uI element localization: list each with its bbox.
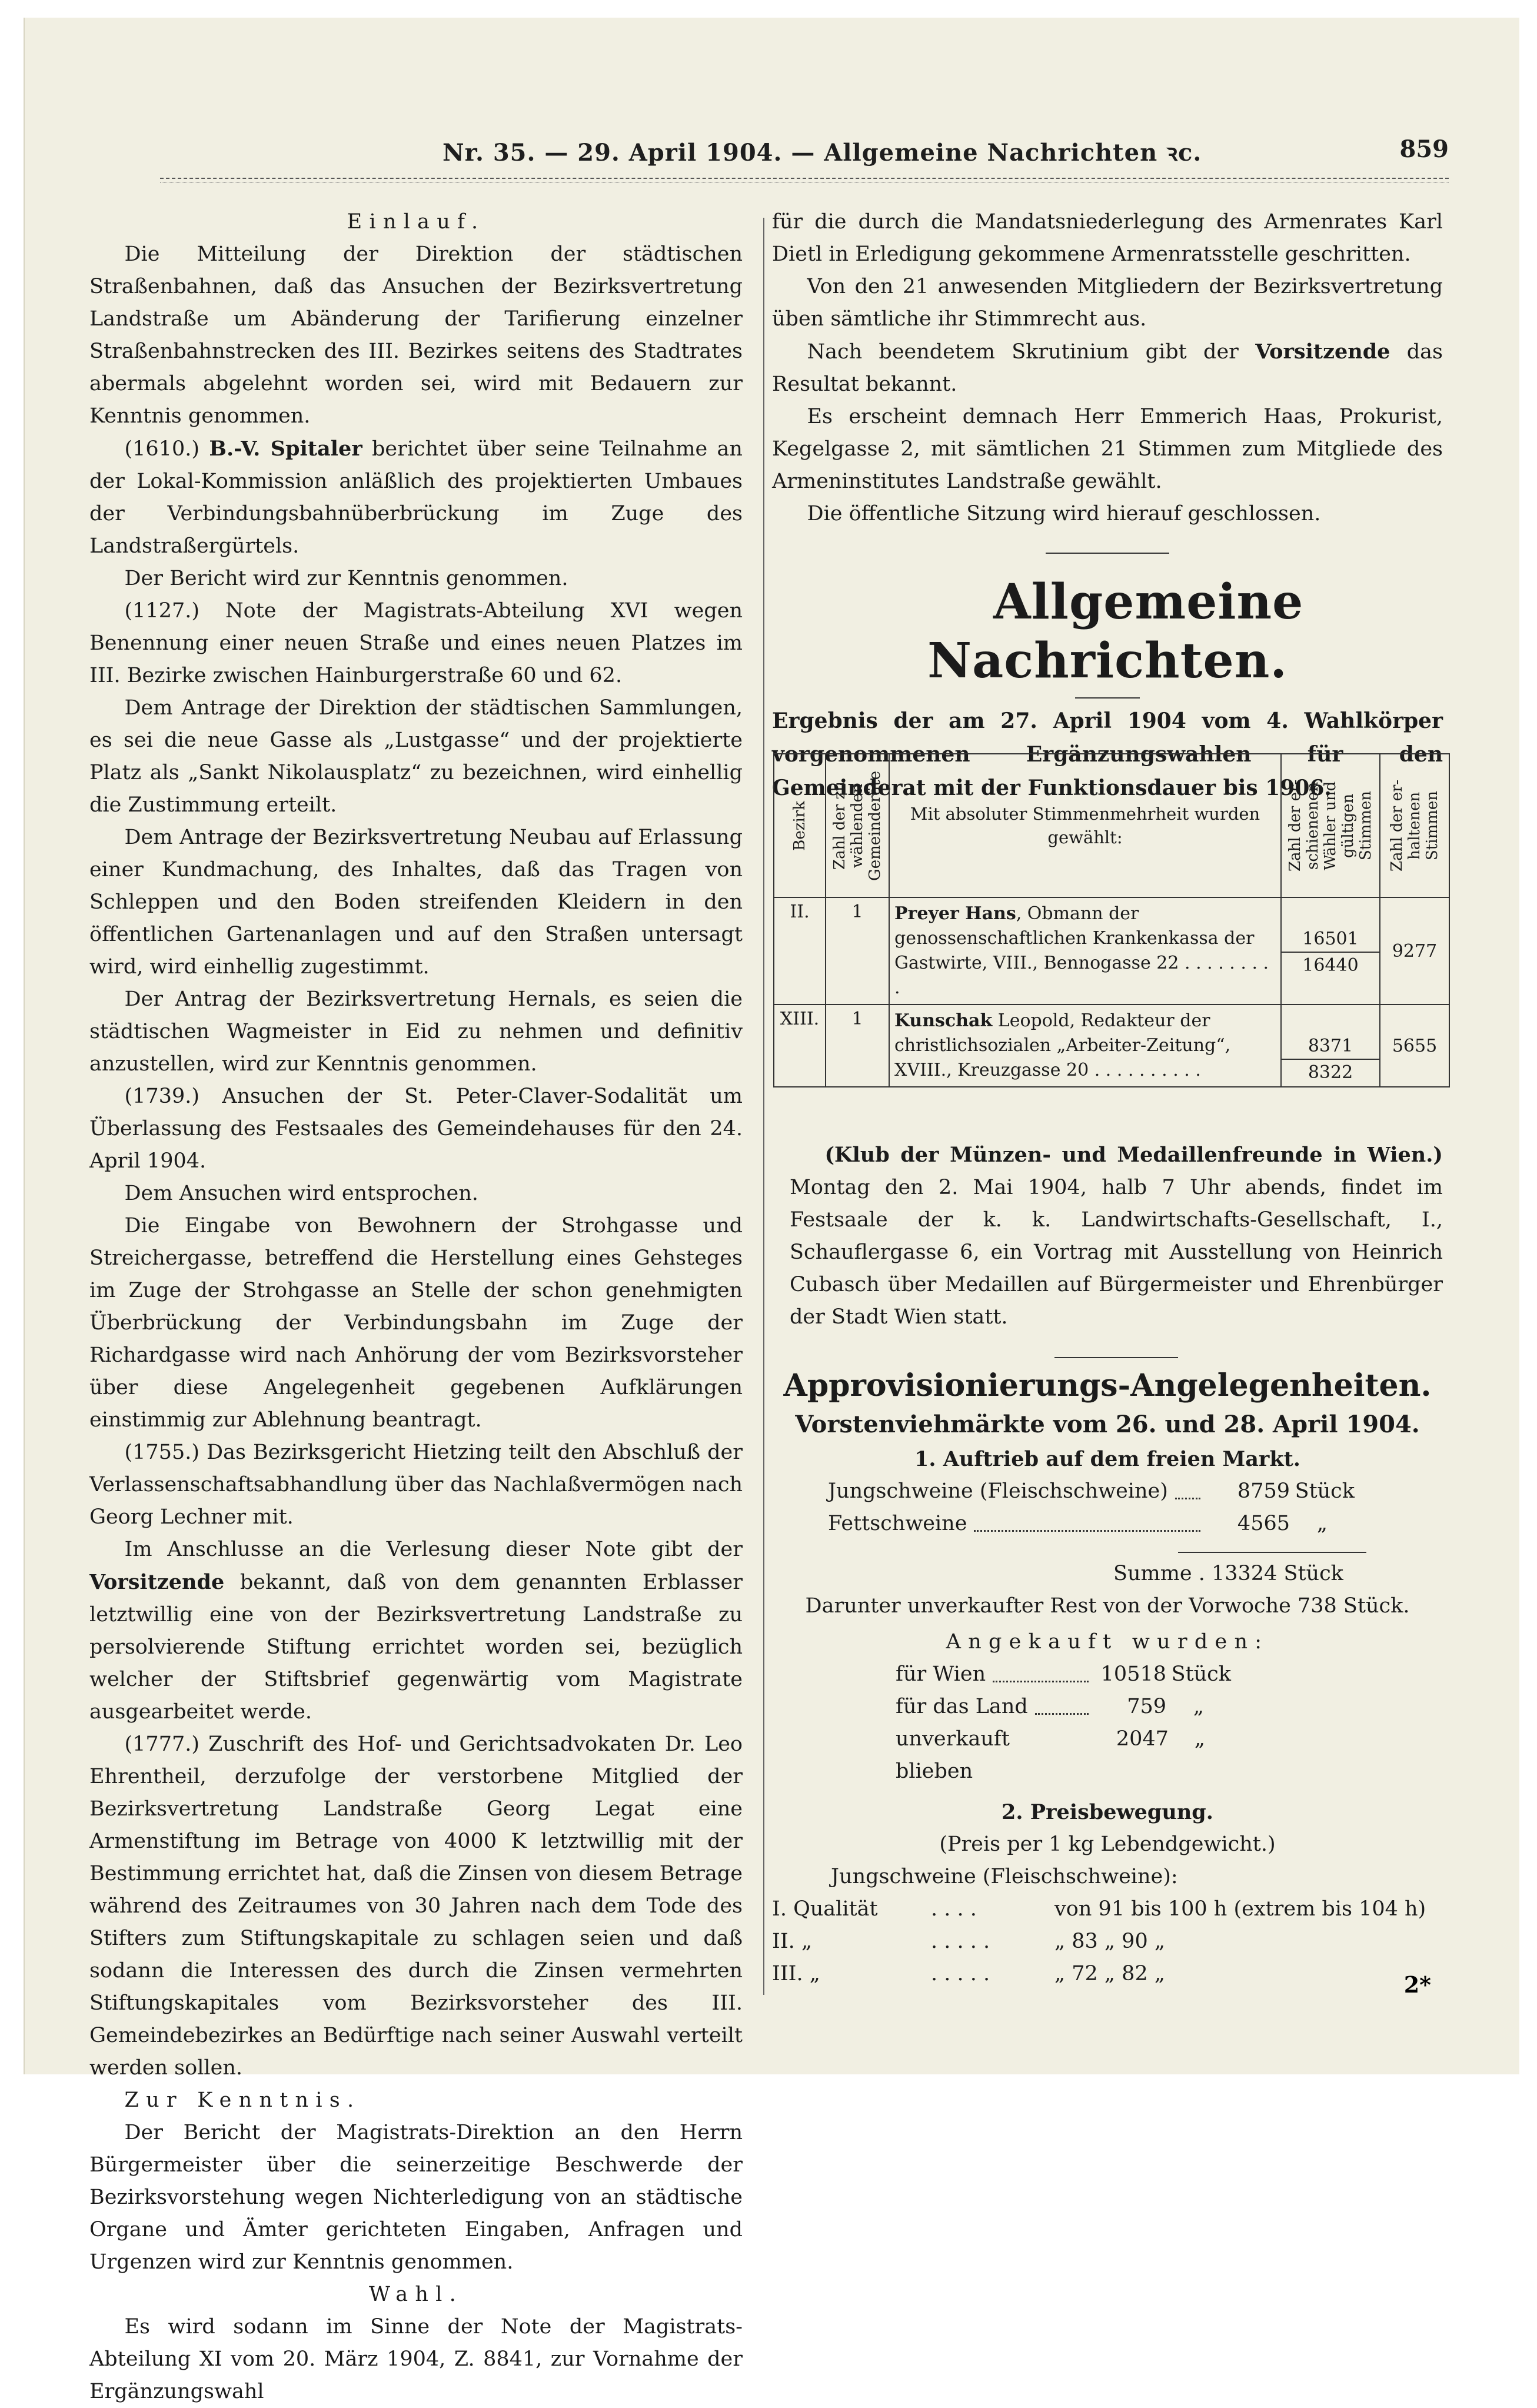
quality-row: II. „ . . . . . „ 83 „ 90 „ bbox=[772, 1930, 1165, 1953]
table-row bbox=[774, 897, 1449, 1005]
approv-title: Approvisionierungs-Angelegenheiten. bbox=[783, 1368, 1432, 1403]
heading-einlauf: Einlauf. bbox=[347, 210, 485, 234]
paragraph: Dem Ansuchen wird entsprochen. bbox=[124, 1182, 478, 1205]
approvisionierung-section bbox=[772, 1365, 1443, 1990]
paragraph: Die Eingabe von Bewohnern der Strohgasse und Streichergasse, betreffend die Herstellung eines Gehsteges im Zuge der Strohgasse an Stelle der schon genehmigten Überbrückung der Verbindungsbahn im Zuge der Richardgasse wird nach Anhörung der vom Bezirksvorsteher über diese Angelegenheit gegebenen Aufklärungen einstimmig zur Ablehnung beantragt. bbox=[89, 1214, 743, 1432]
paragraph: Es wird sodann im Sinne der Note der Magistrats-Abteilung XI vom 20. März 1904, Z. 8841, zur Vornahme der Ergänzungswahl bbox=[89, 2315, 743, 2403]
paragraph: für die durch die Mandatsniederlegung des Armenrates Karl Dietl in Erledigung gekommene Armenratsstelle geschritten. bbox=[772, 210, 1443, 266]
column-header: Bezirk bbox=[791, 800, 809, 851]
candidate-name: Kunschak bbox=[894, 1010, 993, 1031]
vorsitzende-label: Vorsitzende bbox=[89, 1570, 225, 1594]
section-title: Allgemeine Nachrichten. bbox=[927, 574, 1304, 689]
cell-stimmen: 5655 bbox=[1380, 1005, 1449, 1087]
klub-notice bbox=[790, 1139, 1443, 1358]
page-number: 859 bbox=[1399, 135, 1449, 163]
cell-gewaehlt: Preyer Hans, Obmann der genossenschaftlichen Krankenkassa der Gastwirte, VIII., Bennogasse 22 . . . . . . . . . bbox=[889, 897, 1281, 1005]
cell-bezirk: II. bbox=[774, 897, 826, 1005]
table-header-row bbox=[774, 754, 1449, 897]
cell-zahl: 1 bbox=[826, 897, 889, 1005]
candidate-name: Preyer Hans bbox=[894, 903, 1016, 924]
paragraph: (1777.) Zuschrift des Hof- und Gerichtsadvokaten Dr. Leo Ehrentheil, derzufolge der verstorbene Mitglied der Bezirksvertretung Landstraße Georg Legat eine Armenstiftung im Betrage von 4000 K letztwillig mit der Bestimmung errichtet hat, daß die Zinsen von diesem Betrage während des Zeitraumes von 30 Jahren nach dem Tode des Stifters zum Stiftungskapitale zu schlagen seien und daß sodann die Interessen des durch die Zinsen vermehrten Stiftungskapitales vom Bezirksvorsteher des III. Gemeindebezirkes an Bedürftige nach seiner Auswahl verteilt werden sollen. bbox=[89, 1732, 743, 2080]
header-rule bbox=[160, 178, 1449, 183]
paragraph: (1127.) Note der Magistrats-Abteilung XVI wegen Benennung einer neuen Straße und eines neuen Platzes im III. Bezirke zwischen Hainburgerstraße 60 und 62. bbox=[89, 599, 743, 687]
paragraph: Die öffentliche Sitzung wird hierauf geschlossen. bbox=[807, 502, 1321, 525]
divider bbox=[1046, 553, 1169, 554]
column-header: Zahl der zu wählenden Gemeinderäte bbox=[831, 770, 884, 881]
section-heading: 2. Preisbewegung. bbox=[1002, 1800, 1213, 1824]
quality-row: I. Qualität . . . . von 91 bis 100 h (extrem bis 104 h) bbox=[772, 1897, 1426, 1921]
right-column-top bbox=[772, 206, 1443, 805]
paragraph: Von den 21 anwesenden Mitgliedern der Bezirksvertretung üben sämtliche ihr Stimmrecht aus. bbox=[772, 275, 1443, 331]
market-row: Jungschweine (Fleischschweine) 8759 Stück bbox=[772, 1475, 1443, 1508]
column-header: Zahl der er-haltenen Stimmen bbox=[1388, 779, 1441, 872]
jung-label: Jungschweine (Fleischschweine): bbox=[831, 1865, 1178, 1888]
paragraph: Nach beendetem Skrutinium gibt der Vorsitzende das Resultat bekannt. bbox=[772, 340, 1443, 396]
buy-row: unverkauft blieben 2047 „ bbox=[896, 1727, 1206, 1783]
heading-wahl: Wahl. bbox=[369, 2283, 463, 2306]
vorsitzende-label: Vorsitzende bbox=[1255, 340, 1390, 364]
cell-gewaehlt: Kunschak Leopold, Redakteur der christlichsozialen „Arbeiter-Zeitung“, XVIII., Kreuzgasse 20 . . . . . . . . . . bbox=[889, 1005, 1281, 1087]
paragraph: (1755.) Das Bezirksgericht Hietzing teilt den Abschluß der Verlassenschaftsabhandlung über das Nachlaßvermögen nach Georg Lechner mit. bbox=[89, 1441, 743, 1529]
paragraph: (Klub der Münzen- und Medaillenfreunde in Wien.) Montag den 2. Mai 1904, halb 7 Uhr abends, findet im Festsaale der k. k. Landwirtschafts-Gesellschaft, I., Schauflergasse 6, ein Vortrag mit Ausstellung von Heinrich Cubasch über Medaillen auf Bürgermeister und Ehrenbürger der Stadt Wien statt. bbox=[790, 1143, 1443, 1329]
sum-row: Summe . 13324 Stück bbox=[1113, 1562, 1343, 1585]
section-heading: 1. Auftrieb auf dem freien Markt. bbox=[914, 1447, 1300, 1471]
buy-row: für Wien 10518 Stück bbox=[772, 1658, 1443, 1691]
divider bbox=[1054, 1357, 1178, 1358]
column-header: Zahl der er-schienenen Wähler und gültigen Stimmen bbox=[1286, 779, 1375, 872]
left-column bbox=[89, 206, 743, 2408]
running-title: Nr. 35. — 29. April 1904. — Allgemeine Nachrichten ꝛc. bbox=[443, 139, 1202, 167]
cell-bezirk: XIII. bbox=[774, 1005, 826, 1087]
rest-line: Darunter unverkaufter Rest von der Vorwoche 738 Stück. bbox=[805, 1594, 1410, 1618]
person-name: B.-V. Spitaler bbox=[209, 437, 362, 461]
buy-row: für das Land 759 „ bbox=[772, 1691, 1443, 1723]
cell-stimmen: 9277 bbox=[1380, 897, 1449, 1005]
paragraph: Der Bericht wird zur Kenntnis genommen. bbox=[124, 567, 568, 590]
paragraph: Im Anschlusse an die Verlesung dieser Note gibt der Vorsitzende bekannt, daß von dem genannten Erblasser letztwillig eine von der Bezirksvertretung Landstraße zu persolvierende Stiftung errichtet worden sei, bezüglich welcher der Stiftsbrief gegenwärtig vom Magistrate ausgearbeitet werde. bbox=[89, 1538, 743, 1724]
paragraph: Der Bericht der Magistrats-Direktion an den Herrn Bürgermeister über die seinerzeitige Beschwerde der Bezirksvorstehung wegen Nichterledigung von an städtische Organe und Ämter gerichteten Eingaben, Anfragen und Urgenzen wird zur Kenntnis genommen. bbox=[89, 2121, 743, 2274]
election-results-table bbox=[773, 753, 1450, 1087]
approv-subtitle: Vorstenviehmärkte vom 26. und 28. April 1904. bbox=[795, 1411, 1420, 1438]
sum-rule bbox=[1178, 1552, 1366, 1553]
election-intro: Ergebnis der am 27. April 1904 vom 4. Wahlkörper vorgenommenen Ergänzungswahlen für den Gemeinderat mit der Funktionsdauer bis 1906. bbox=[772, 709, 1443, 800]
signature-mark: 2* bbox=[1403, 1971, 1431, 1998]
market-row: Fettschweine 4565 „ bbox=[772, 1508, 1443, 1540]
paragraph: Dem Antrage der Bezirksvertretung Neubau auf Erlassung einer Kundmachung, des Inhaltes, daß das Tragen von Schleppen und den Boden streifenden Kleidern in den öffentlichen Gartenanlagen und auf den Straßen untersagt wird, wird einhellig zugestimmt. bbox=[89, 826, 743, 979]
newspaper-page bbox=[24, 18, 1519, 2403]
paragraph: (1739.) Ansuchen der St. Peter-Claver-Sodalität um Überlassung des Festsaales des Gemeindehauses für den 24. April 1904. bbox=[89, 1085, 743, 1173]
paragraph: Zur Kenntnis. bbox=[124, 2088, 361, 2112]
column-divider bbox=[763, 218, 764, 1995]
page-header bbox=[60, 124, 1449, 165]
price-note: (Preis per 1 kg Lebendgewicht.) bbox=[939, 1832, 1276, 1856]
divider bbox=[1075, 697, 1140, 699]
quality-row: III. „ . . . . . „ 72 „ 82 „ bbox=[772, 1962, 1165, 1985]
cell-zahl: 1 bbox=[826, 1005, 889, 1087]
paragraph: Die Mitteilung der Direktion der städtischen Straßenbahnen, daß das Ansuchen der Bezirksvertretung Landstraße um Abänderung der Tarifierung einzelner Straßenbahnstrecken des III. Bezirkes seitens des Stadtrates abermals abgelehnt worden sei, wird mit Bedauern zur Kenntnis genommen. bbox=[89, 242, 743, 428]
paragraph: Es erscheint demnach Herr Emmerich Haas, Prokurist, Kegelgasse 2, mit sämtlichen 21 Stimmen zum Mitgliede des Armeninstitutes Landstraße gewählt. bbox=[772, 405, 1443, 493]
paragraph: (1610.) B.-V. Spitaler berichtet über seine Teilnahme an der Lokal-Kommission anläßlich des projektierten Umbaues der Verbindungsbahnüberbrückung im Zuge des Landstraßergürtels. bbox=[89, 437, 743, 558]
angekauft-heading: Angekauft wurden: bbox=[946, 1630, 1269, 1654]
cell-waehler: 16501 16440 bbox=[1281, 897, 1380, 1005]
cell-waehler: 8371 8322 bbox=[1281, 1005, 1380, 1087]
table-row bbox=[774, 1005, 1449, 1087]
paragraph: Dem Antrage der Direktion der städtischen Sammlungen, es sei die neue Gasse als „Lustgasse“ und der projektierte Platz als „Sankt Nikolausplatz“ zu bezeichnen, wird einhellig die Zustimmung erteilt. bbox=[89, 696, 743, 817]
column-header: Mit absoluter Stimmenmehrheit wurden gewählt: bbox=[910, 804, 1260, 847]
klub-name: (Klub der Münzen- und Medaillenfreunde in Wien.) bbox=[824, 1143, 1443, 1167]
paragraph: Der Antrag der Bezirksvertretung Hernals, es seien die städtischen Wagmeister in Eid zu nehmen und definitiv anzustellen, wird zur Kenntnis genommen. bbox=[89, 987, 743, 1076]
